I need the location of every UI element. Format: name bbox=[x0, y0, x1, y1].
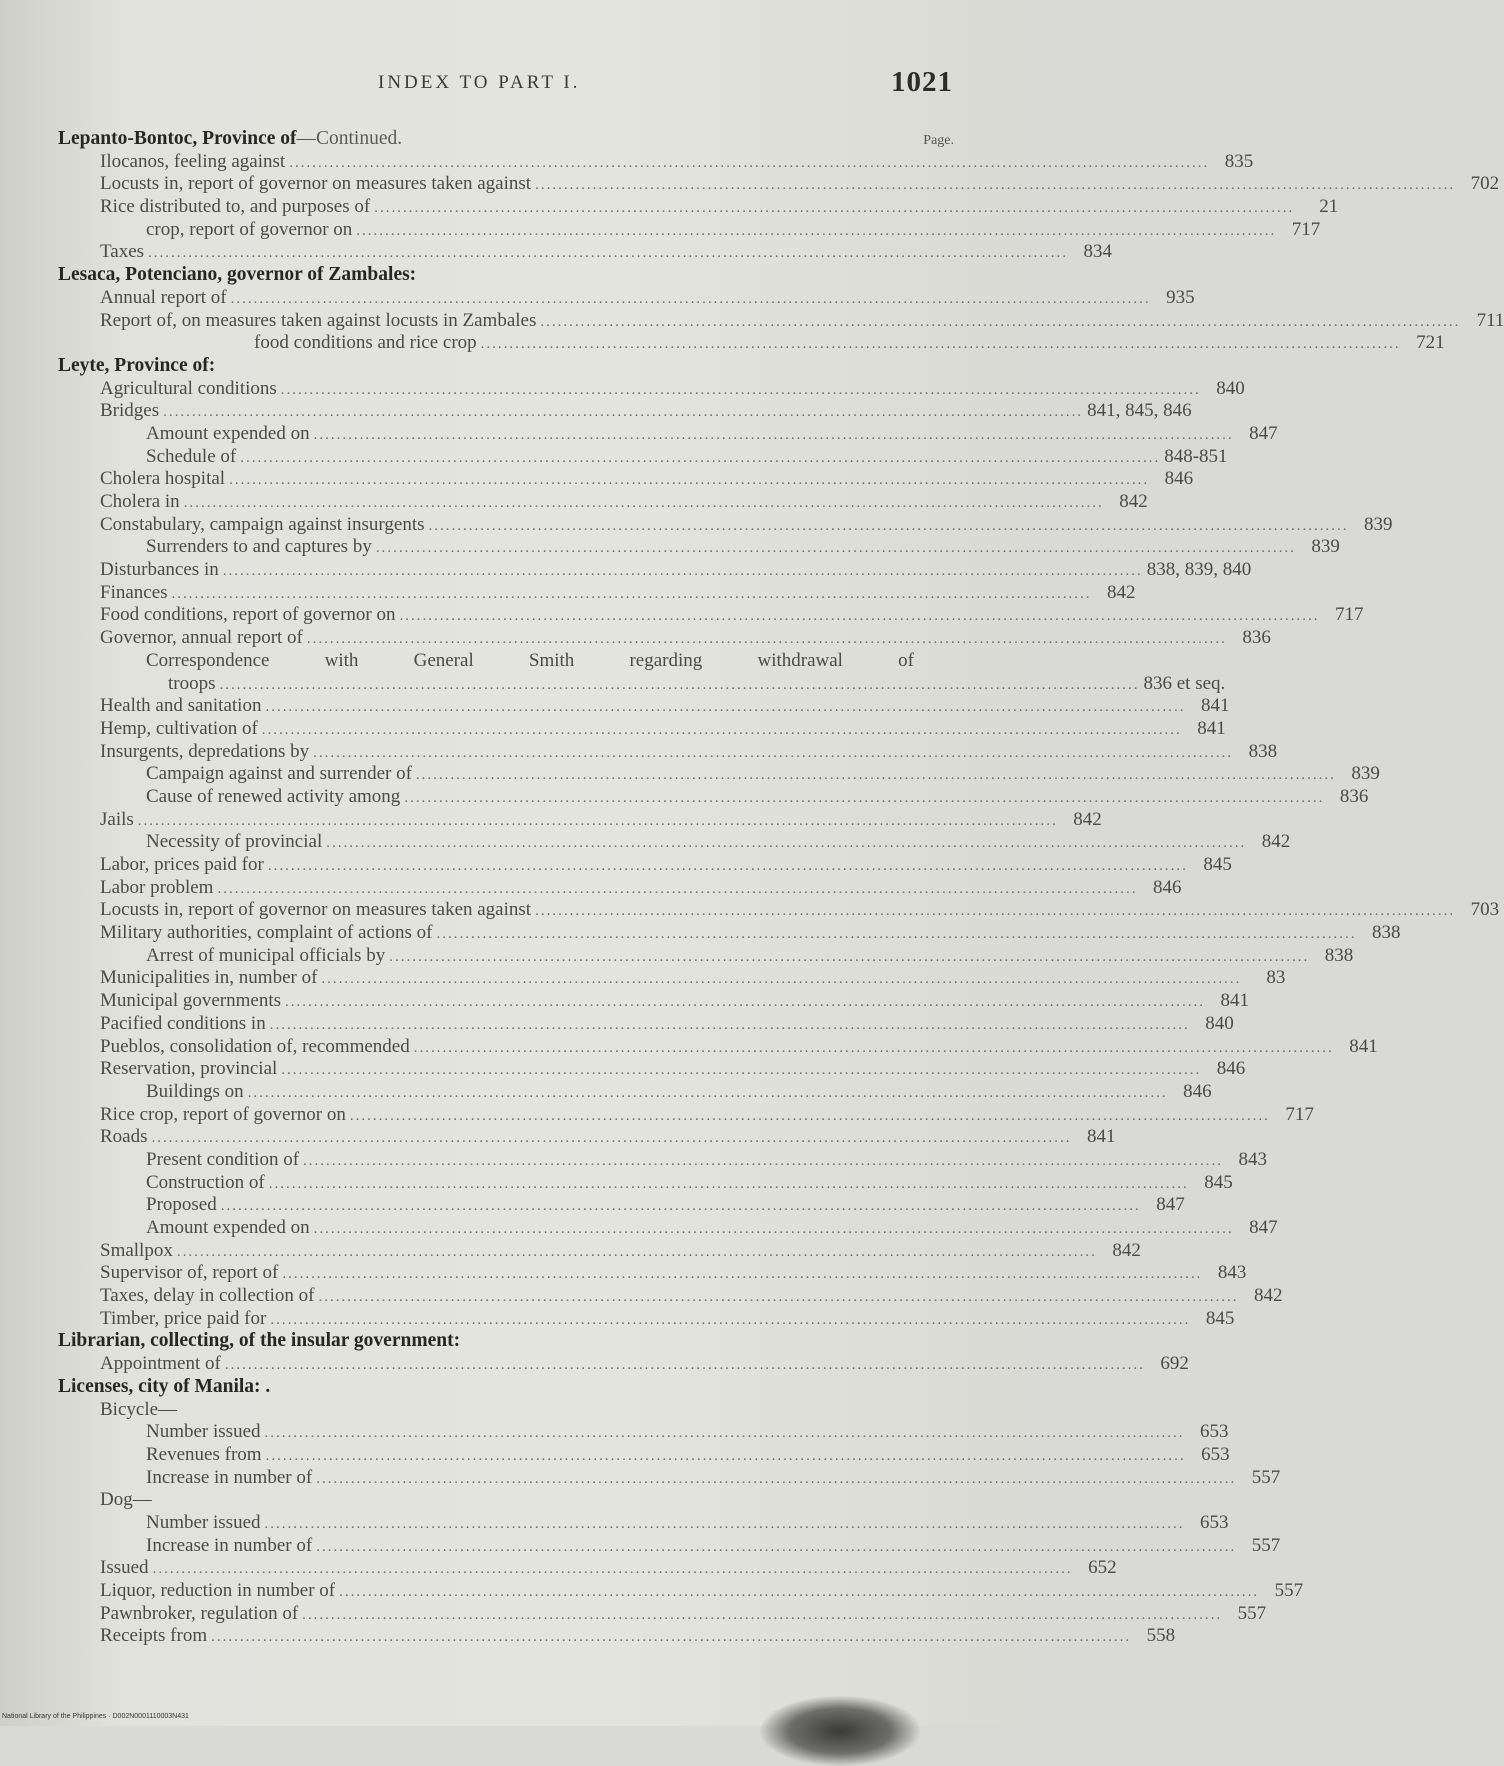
page-ref: 843 bbox=[1217, 1262, 1247, 1284]
index-entry bbox=[58, 922, 1401, 945]
dot-leader: ................................................................................................................................................................ bbox=[217, 880, 1138, 897]
index-entry bbox=[58, 1012, 1234, 1036]
page-ref: 703 bbox=[1470, 899, 1500, 921]
page-ref: 841 bbox=[1087, 1126, 1116, 1148]
entry-text: Timber, price paid for bbox=[100, 1307, 267, 1329]
dot-leader: ................................................................................................................................................................ bbox=[289, 154, 1210, 171]
page-ref: 841, 845, 846 bbox=[1087, 400, 1192, 422]
dot-leader: ................................................................................................................................................................ bbox=[137, 812, 1058, 829]
index-entry bbox=[58, 1194, 1185, 1217]
entry-text: Rice distributed to, and purposes of bbox=[100, 196, 371, 218]
dot-leader: ................................................................................................................................................................ bbox=[303, 1152, 1224, 1169]
page-ref: 839 bbox=[1311, 536, 1340, 558]
index-entry bbox=[58, 1443, 1230, 1467]
entry-text: Dog— bbox=[100, 1489, 152, 1511]
index-entry bbox=[58, 785, 1369, 809]
index-entry bbox=[58, 559, 1252, 582]
dot-leader: ................................................................................................................................................................ bbox=[152, 1561, 1073, 1578]
page-ref: 842 bbox=[1107, 581, 1136, 603]
dot-leader: ................................................................................................................................................................ bbox=[428, 517, 1349, 534]
index-entry bbox=[58, 944, 1354, 968]
entry-text: Appointment of bbox=[100, 1353, 221, 1375]
dot-leader: ................................................................................................................................................................ bbox=[375, 540, 1296, 557]
dot-leader: ................................................................................................................................................................ bbox=[313, 744, 1234, 761]
index-entry bbox=[58, 309, 1504, 333]
index-entry bbox=[58, 990, 1249, 1013]
entry-text: Reservation, provincial bbox=[100, 1058, 278, 1080]
entry-text: Receipts from bbox=[100, 1625, 208, 1647]
page-ref: 839 bbox=[1364, 513, 1393, 535]
page-ref: 935 bbox=[1166, 286, 1195, 308]
running-head: INDEX TO PART I. bbox=[378, 72, 581, 93]
entry-text: Locusts in, report of governor on measures taken against bbox=[100, 173, 532, 195]
entry-text: Necessity of provincial bbox=[146, 831, 323, 853]
page-ref: 841 bbox=[1349, 1035, 1378, 1057]
dot-leader: ................................................................................................................................................................ bbox=[163, 404, 1084, 421]
index-entry bbox=[58, 740, 1278, 764]
entry-text: Revenues from bbox=[146, 1443, 262, 1465]
index-entry bbox=[58, 536, 1340, 559]
entry-text: Governor, annual report of bbox=[100, 627, 303, 649]
index-entry bbox=[58, 332, 1445, 355]
index-entry bbox=[58, 808, 1102, 832]
scan-thumb-shadow bbox=[760, 1696, 920, 1766]
index-entry bbox=[58, 400, 1192, 423]
entry-text: Pacified conditions in bbox=[100, 1012, 266, 1034]
index-entry bbox=[58, 1080, 1212, 1104]
index-entry bbox=[58, 1239, 1141, 1263]
entry-text: Liquor, reduction in number of bbox=[100, 1580, 336, 1601]
dot-leader: ................................................................................................................................................................ bbox=[313, 1221, 1234, 1237]
entry-text: Roads bbox=[100, 1126, 148, 1148]
index-entry bbox=[58, 1580, 1304, 1603]
page-ref: 842 bbox=[1119, 491, 1148, 512]
dot-leader: ................................................................................................................................................................ bbox=[374, 200, 1295, 217]
dot-leader: ................................................................................................................................................................ bbox=[306, 631, 1227, 648]
page-ref: 845 bbox=[1205, 1307, 1235, 1329]
index-heading bbox=[58, 1330, 954, 1353]
index-entry bbox=[58, 196, 1339, 219]
entry-text: Issued bbox=[100, 1557, 149, 1579]
page-ref: 841 bbox=[1200, 695, 1230, 717]
page-ref: 847 bbox=[1249, 422, 1278, 444]
index-entry bbox=[58, 1489, 954, 1512]
page-ref: 721 bbox=[1416, 332, 1445, 354]
index-heading bbox=[58, 355, 954, 378]
index-heading bbox=[58, 264, 954, 287]
page-ref: 717 bbox=[1335, 604, 1364, 626]
dot-leader: ................................................................................................................................................................ bbox=[222, 563, 1143, 580]
dot-leader: ................................................................................................................................................................ bbox=[183, 495, 1104, 511]
entry-text: Locusts in, report of governor on measures taken against bbox=[100, 899, 532, 921]
entry-text: Smallpox bbox=[100, 1239, 173, 1261]
entry-text: Municipalities in, number of bbox=[100, 967, 318, 989]
entry-text: Pawnbroker, regulation of bbox=[100, 1602, 299, 1624]
index-entry bbox=[58, 672, 1226, 696]
dot-leader: ................................................................................................................................................................ bbox=[270, 1311, 1191, 1328]
dot-leader: ................................................................................................................................................................ bbox=[268, 1175, 1189, 1192]
page-ref: Page. bbox=[923, 133, 954, 148]
entry-text: Arrest of municipal officials by bbox=[146, 944, 386, 966]
index-entry bbox=[58, 1126, 1116, 1149]
entry-text: Labor problem bbox=[100, 876, 214, 898]
index-entry bbox=[58, 1466, 1281, 1490]
page-ref: 717 bbox=[1291, 218, 1321, 240]
page-ref: 838, 839, 840 bbox=[1146, 559, 1252, 581]
index-entry bbox=[58, 286, 1195, 310]
dot-leader: ................................................................................................................................................................ bbox=[267, 858, 1188, 874]
page-ref: 835 bbox=[1224, 150, 1254, 172]
entry-text: Ilocanos, feeling against bbox=[100, 150, 286, 172]
page-ref: 842 bbox=[1253, 1285, 1283, 1307]
entry-text: Number issued bbox=[146, 1421, 261, 1443]
entry-text: Taxes, delay in collection of bbox=[100, 1285, 315, 1307]
entry-text: Bicycle— bbox=[100, 1398, 178, 1420]
page-ref: 848-851 bbox=[1164, 445, 1228, 467]
dot-leader: ................................................................................................................................................................ bbox=[349, 1107, 1270, 1124]
entry-text: Amount expended on bbox=[146, 422, 310, 444]
index-entry bbox=[58, 445, 1228, 469]
index-entry bbox=[58, 876, 1182, 900]
index-entry bbox=[58, 150, 1254, 174]
index-entry bbox=[58, 1217, 1278, 1240]
page-ref: 836 et seq. bbox=[1143, 672, 1226, 694]
index-entry bbox=[58, 1557, 1117, 1580]
dot-leader: ................................................................................................................................................................ bbox=[171, 585, 1092, 602]
entry-text: Construction of bbox=[146, 1171, 265, 1193]
page-ref: 653 bbox=[1201, 1443, 1230, 1465]
dot-leader: ................................................................................................................................................................ bbox=[176, 1243, 1097, 1260]
index-entry bbox=[58, 1262, 1247, 1285]
dot-leader: ................................................................................................................................................................ bbox=[240, 449, 1161, 466]
page-ref: 840 bbox=[1205, 1012, 1234, 1034]
index-entry bbox=[58, 1103, 1314, 1127]
dot-leader: ................................................................................................................................................................ bbox=[326, 835, 1247, 852]
dot-leader: ................................................................................................................................................................ bbox=[321, 971, 1242, 988]
index-entry bbox=[58, 1353, 1189, 1376]
entry-text: food conditions and rice crop bbox=[254, 332, 477, 354]
dot-leader: ................................................................................................................................................................ bbox=[339, 1584, 1260, 1600]
index-entry bbox=[58, 854, 1232, 877]
dot-leader: ................................................................................................................................................................ bbox=[265, 699, 1186, 716]
page-ref: 692 bbox=[1160, 1353, 1189, 1375]
dot-leader: ................................................................................................................................................................ bbox=[356, 222, 1277, 239]
page-ref: 834 bbox=[1083, 241, 1113, 263]
entry-text: Constabulary, campaign against insurgents bbox=[100, 513, 425, 535]
index-entry bbox=[58, 241, 1113, 264]
dot-leader: ................................................................................................................................................................ bbox=[413, 1039, 1334, 1056]
entry-text: Increase in number of bbox=[146, 1534, 313, 1556]
page-ref: 557 bbox=[1251, 1466, 1281, 1488]
dot-leader: ................................................................................................................................................................ bbox=[229, 472, 1150, 489]
dot-leader: ................................................................................................................................................................ bbox=[302, 1606, 1223, 1623]
dot-leader: ................................................................................................................................................................ bbox=[535, 903, 1456, 920]
index-entry bbox=[58, 581, 1136, 605]
page-ref: 21 bbox=[1319, 196, 1339, 218]
entry-text: Health and sanitation bbox=[100, 695, 262, 717]
index-entry bbox=[58, 422, 1278, 446]
dot-leader: ................................................................................................................................................................ bbox=[211, 1629, 1132, 1646]
dot-leader: ................................................................................................................................................................ bbox=[264, 1425, 1185, 1442]
index-heading bbox=[58, 1376, 954, 1399]
dot-leader: ................................................................................................................................................................ bbox=[316, 1538, 1237, 1555]
entry-text: Food conditions, report of governor on bbox=[100, 604, 396, 626]
index-entry bbox=[58, 1171, 1233, 1195]
dot-leader: ................................................................................................................................................................ bbox=[269, 1016, 1190, 1033]
index-entry bbox=[58, 1148, 1268, 1172]
entry-text: Hemp, cultivation of bbox=[100, 717, 258, 739]
entry-text: Increase in number of bbox=[146, 1466, 313, 1488]
page-ref: 847 bbox=[1249, 1217, 1278, 1238]
entry-text: Insurgents, depredations by bbox=[100, 740, 310, 762]
index-entry bbox=[58, 831, 1291, 854]
dot-leader: ................................................................................................................................................................ bbox=[316, 1470, 1237, 1487]
page-ref: 711 bbox=[1476, 309, 1504, 331]
entry-text: Supervisor of, report of bbox=[100, 1262, 279, 1284]
entry-text: Licenses, city of Manila: . bbox=[58, 1375, 271, 1397]
entry-text: Jails bbox=[100, 808, 134, 830]
entry-text: Librarian, collecting, of the insular government: bbox=[58, 1330, 461, 1352]
entry-text: Bridges bbox=[100, 400, 160, 422]
page-ref: 846 bbox=[1152, 876, 1182, 898]
dot-leader: ................................................................................................................................................................ bbox=[219, 676, 1140, 693]
index-entry bbox=[58, 650, 954, 673]
entry-text: troops bbox=[168, 672, 216, 694]
page-ref: 557 bbox=[1237, 1602, 1267, 1624]
page-ref: 653 bbox=[1200, 1421, 1229, 1443]
dot-leader: ................................................................................................................................................................ bbox=[265, 1447, 1186, 1464]
index-entry bbox=[58, 695, 1230, 718]
entry-text: Surrenders to and captures by bbox=[146, 536, 372, 558]
dot-leader: ................................................................................................................................................................ bbox=[224, 1357, 1145, 1374]
dot-leader: ................................................................................................................................................................ bbox=[285, 994, 1205, 1011]
page-ref: 717 bbox=[1285, 1103, 1314, 1125]
scan-footer-note: National Library of the Philippines · D002N0001110003N431 bbox=[2, 1713, 189, 1720]
page-ref: 836 bbox=[1339, 785, 1369, 807]
index-entry bbox=[58, 1035, 1378, 1059]
entry-text: Municipal governments bbox=[100, 990, 281, 1012]
index-entry bbox=[58, 218, 1321, 242]
entry-text: Report of, on measures taken against locusts in Zambales bbox=[100, 309, 537, 331]
index-entry bbox=[58, 1534, 1281, 1558]
entry-text: Leyte, Province of: bbox=[58, 354, 216, 376]
page-ref: 846 bbox=[1183, 1080, 1212, 1102]
index-entry bbox=[58, 468, 1194, 491]
index-entry bbox=[58, 491, 1148, 514]
page-ref: 557 bbox=[1251, 1534, 1281, 1556]
continued-label: —Continued. bbox=[296, 128, 403, 149]
dot-leader: ................................................................................................................................................................ bbox=[480, 336, 1401, 353]
page-ref: 843 bbox=[1238, 1148, 1268, 1170]
page-ref: 838 bbox=[1248, 740, 1278, 762]
entry-text: Proposed bbox=[146, 1194, 217, 1216]
entry-text: crop, report of governor on bbox=[146, 218, 353, 240]
entry-text: Agricultural conditions bbox=[100, 377, 277, 399]
page-ref: 841 bbox=[1197, 717, 1226, 739]
index-entry bbox=[58, 1421, 1229, 1444]
entry-text: Labor, prices paid for bbox=[100, 854, 264, 875]
entry-text: Correspondence with General Smith regarding withdrawal of bbox=[146, 649, 914, 671]
index-entry bbox=[58, 1399, 954, 1422]
dot-leader: ................................................................................................................................................................ bbox=[535, 177, 1456, 194]
entry-text: Present condition of bbox=[146, 1148, 300, 1170]
entry-text: Campaign against and surrender of bbox=[146, 763, 412, 785]
page-ref: 846 bbox=[1164, 468, 1194, 490]
index-list bbox=[58, 128, 1504, 1648]
index-entry bbox=[58, 763, 1380, 786]
page-ref: 836 bbox=[1242, 627, 1271, 649]
index-entry bbox=[58, 1058, 1246, 1081]
page-ref: 847 bbox=[1156, 1194, 1185, 1216]
index-entry bbox=[58, 1285, 1283, 1308]
dot-leader: ................................................................................................................................................................ bbox=[148, 245, 1069, 262]
entry-text: Amount expended on bbox=[146, 1217, 310, 1238]
entry-text: Lepanto-Bontoc, Province of—Continued. bbox=[58, 128, 403, 149]
page-ref: 557 bbox=[1274, 1580, 1304, 1601]
index-entry bbox=[58, 967, 1286, 990]
index-entry bbox=[58, 899, 1500, 922]
entry-text: Cholera in bbox=[100, 491, 180, 512]
dot-leader: ................................................................................................................................................................ bbox=[404, 789, 1325, 806]
page-header bbox=[0, 66, 1023, 106]
entry-text: Annual report of bbox=[100, 286, 227, 308]
index-entry bbox=[58, 1307, 1235, 1331]
page-ref: 653 bbox=[1200, 1511, 1229, 1533]
entry-text: Number issued bbox=[146, 1511, 261, 1533]
dot-leader: ................................................................................................................................................................ bbox=[261, 721, 1182, 738]
dot-leader: ................................................................................................................................................................ bbox=[415, 767, 1336, 784]
dot-leader: ................................................................................................................................................................ bbox=[230, 290, 1151, 307]
page-ref: 652 bbox=[1088, 1557, 1117, 1579]
index-entry bbox=[58, 1602, 1267, 1626]
page-ref: 839 bbox=[1351, 763, 1380, 785]
dot-leader: ................................................................................................................................................................ bbox=[318, 1289, 1239, 1306]
dot-leader: ................................................................................................................................................................ bbox=[247, 1084, 1168, 1101]
dot-leader: ................................................................................................................................................................ bbox=[540, 313, 1461, 330]
page-ref: 846 bbox=[1216, 1058, 1246, 1080]
index-entry bbox=[58, 627, 1271, 650]
dot-leader: ................................................................................................................................................................ bbox=[151, 1130, 1072, 1147]
page-ref: 840 bbox=[1216, 377, 1245, 399]
entry-text: Disturbances in bbox=[100, 559, 219, 581]
dot-leader: ................................................................................................................................................................ bbox=[220, 1198, 1141, 1215]
page-ref: 842 bbox=[1073, 808, 1102, 830]
entry-text: Cholera hospital bbox=[100, 468, 226, 490]
index-entry bbox=[58, 173, 1500, 196]
page-ref: 83 bbox=[1266, 967, 1286, 989]
entry-text: Buildings on bbox=[146, 1080, 244, 1102]
dot-leader: ................................................................................................................................................................ bbox=[281, 1062, 1202, 1079]
page-ref: 845 bbox=[1203, 854, 1232, 875]
entry-text: Lesaca, Potenciano, governor of Zambales: bbox=[58, 264, 417, 286]
entry-text: Rice crop, report of governor on bbox=[100, 1103, 346, 1125]
entry-text: Taxes bbox=[100, 241, 145, 263]
index-entry bbox=[58, 377, 1245, 401]
index-entry bbox=[58, 717, 1226, 741]
page-ref: 702 bbox=[1470, 173, 1500, 195]
entry-text: Schedule of bbox=[146, 445, 237, 467]
page-ref: 842 bbox=[1261, 831, 1291, 853]
page-ref: 842 bbox=[1112, 1239, 1141, 1261]
entry-text: Cause of renewed activity among bbox=[146, 785, 401, 807]
dot-leader: ................................................................................................................................................................ bbox=[313, 426, 1234, 443]
index-entry bbox=[58, 1625, 1176, 1648]
page-number: 1021 bbox=[891, 66, 953, 98]
page-ref: 838 bbox=[1371, 922, 1401, 944]
dot-leader: ................................................................................................................................................................ bbox=[282, 1266, 1203, 1283]
entry-text: Finances bbox=[100, 581, 168, 603]
dot-leader: ................................................................................................................................................................ bbox=[264, 1515, 1185, 1532]
index-entry bbox=[58, 513, 1393, 537]
page-ref: 838 bbox=[1324, 944, 1354, 966]
index-entry bbox=[58, 1511, 1229, 1535]
page-ref: 841 bbox=[1220, 990, 1249, 1012]
entry-text: Military authorities, complaint of actions of bbox=[100, 922, 433, 944]
index-heading bbox=[58, 128, 954, 151]
dot-leader: ................................................................................................................................................................ bbox=[399, 608, 1320, 625]
dot-leader: ................................................................................................................................................................ bbox=[389, 948, 1310, 965]
index-entry bbox=[58, 604, 1364, 627]
dot-leader: ................................................................................................................................................................ bbox=[280, 381, 1201, 398]
page-ref: 558 bbox=[1146, 1625, 1176, 1647]
dot-leader: ................................................................................................................................................................ bbox=[436, 926, 1357, 943]
page-ref: 845 bbox=[1204, 1171, 1233, 1193]
entry-text: Pueblos, consolidation of, recommended bbox=[100, 1035, 410, 1057]
